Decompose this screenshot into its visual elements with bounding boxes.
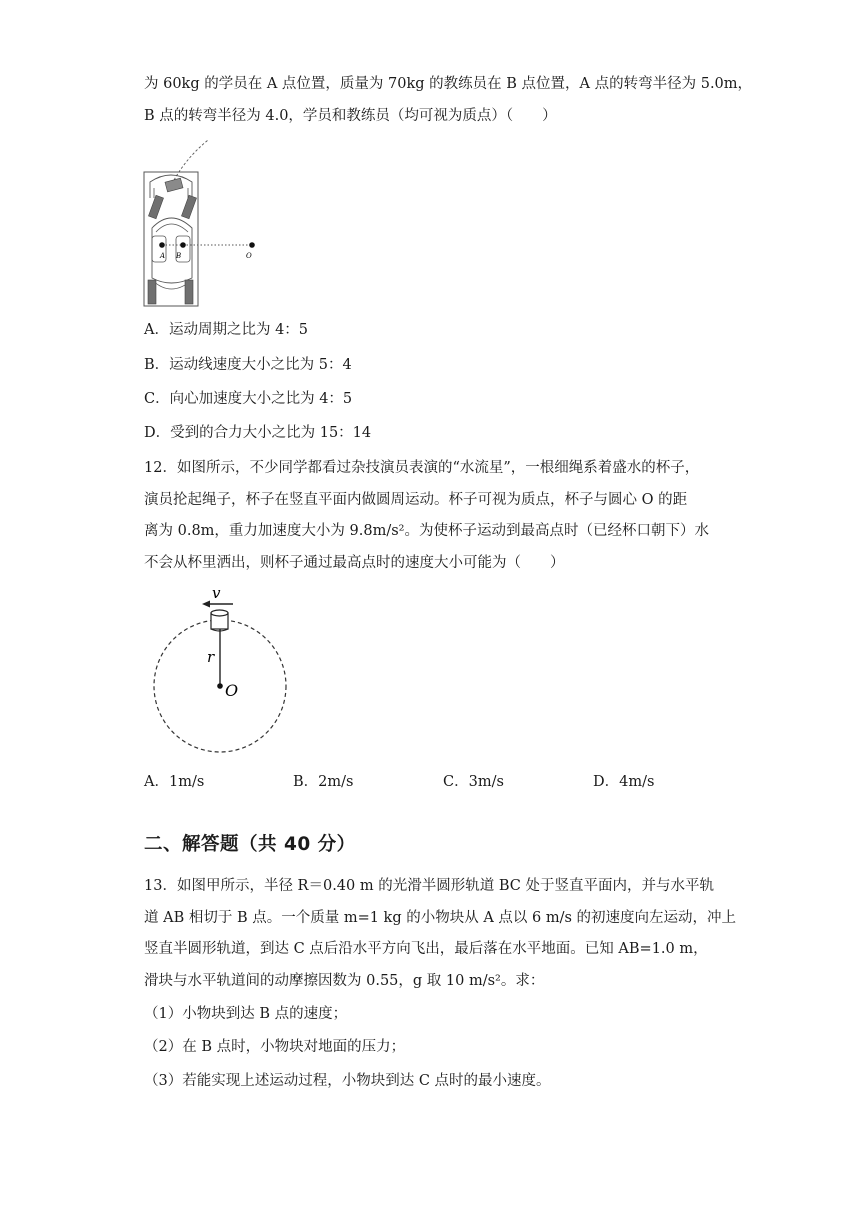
q13-stem-line-1: 13．如图甲所示，半径 R＝0.40 m 的光滑半圆形轨道 BC 处于竖直平面内，并与水平轨 — [144, 878, 714, 894]
q13-stem-line-4: 滑块与水平轨道间的动摩擦因数为 0.55，g 取 10 m/s²。求： — [144, 973, 545, 989]
point-o — [249, 242, 255, 248]
cup-icon — [211, 610, 228, 631]
label-r: r — [207, 648, 215, 666]
section-heading: 二、解答题（共 40 分） — [144, 834, 356, 855]
q11-stem-line-1: 为 60kg 的学员在 A 点位置，质量为 70kg 的教练员在 B 点位置，A 点的转弯半径为 5.0m， — [144, 76, 753, 92]
q12-option-d: D．4m/s — [593, 774, 655, 790]
label-o: O — [225, 681, 239, 700]
center-o — [217, 683, 223, 689]
q12-stem-line-3: 离为 0.8m，重力加速度大小为 9.8m/s²。为使杯子运动到最高点时（已经杯口朝下）水 — [144, 523, 709, 539]
q12-option-c: C．3m/s — [443, 774, 504, 790]
point-b — [180, 242, 186, 248]
q12-circle-figure — [140, 584, 300, 764]
label-v: v — [212, 584, 221, 602]
q13-subquestion-3: （3）若能实现上述运动过程，小物块到达 C 点时的最小速度。 — [144, 1073, 551, 1089]
q13-stem-line-2: 道 AB 相切于 B 点。一个质量 m=1 kg 的小物块从 A 点以 6 m/s 的初速度向左运动，冲上 — [144, 910, 737, 926]
label-b: B — [176, 252, 182, 260]
q12-stem-line-1: 12．如图所示，不少同学都看过杂技演员表演的“水流星”，一根细绳系着盛水的杯子， — [144, 460, 700, 476]
q12-stem-line-2: 演员抡起绳子，杯子在竖直平面内做圆周运动。杯子可视为质点，杯子与圆心 O 的距 — [144, 492, 688, 508]
point-a — [159, 242, 165, 248]
q13-subquestion-2: （2）在 B 点时，小物块对地面的压力； — [144, 1039, 406, 1055]
q13-subquestion-1: （1）小物块到达 B 点的速度； — [144, 1006, 348, 1022]
q11-option-d: D．受到的合力大小之比为 15：14 — [144, 425, 372, 441]
q12-stem-line-4: 不会从杯里洒出，则杯子通过最高点时的速度大小可能为（ ） — [144, 555, 565, 571]
q12-option-b: B．2m/s — [293, 774, 354, 790]
q11-car-figure — [140, 138, 270, 310]
q13-stem-line-3: 竖直半圆形轨道，到达 C 点后沿水平方向飞出，最后落在水平地面。已知 AB=1.0 m， — [144, 941, 708, 957]
q11-option-a: A．运动周期之比为 4：5 — [144, 322, 309, 338]
q11-option-c: C．向心加速度大小之比为 4：5 — [144, 391, 353, 407]
label-a: A — [160, 252, 166, 260]
q12-option-a: A．1m/s — [144, 774, 205, 790]
q11-option-b: B．运动线速度大小之比为 5：4 — [144, 357, 352, 373]
arrow-head-icon — [202, 601, 210, 608]
q11-stem-line-2: B 点的转弯半径为 4.0，学员和教练员（均可视为质点）（ ） — [144, 108, 557, 124]
label-o: O — [246, 252, 252, 260]
